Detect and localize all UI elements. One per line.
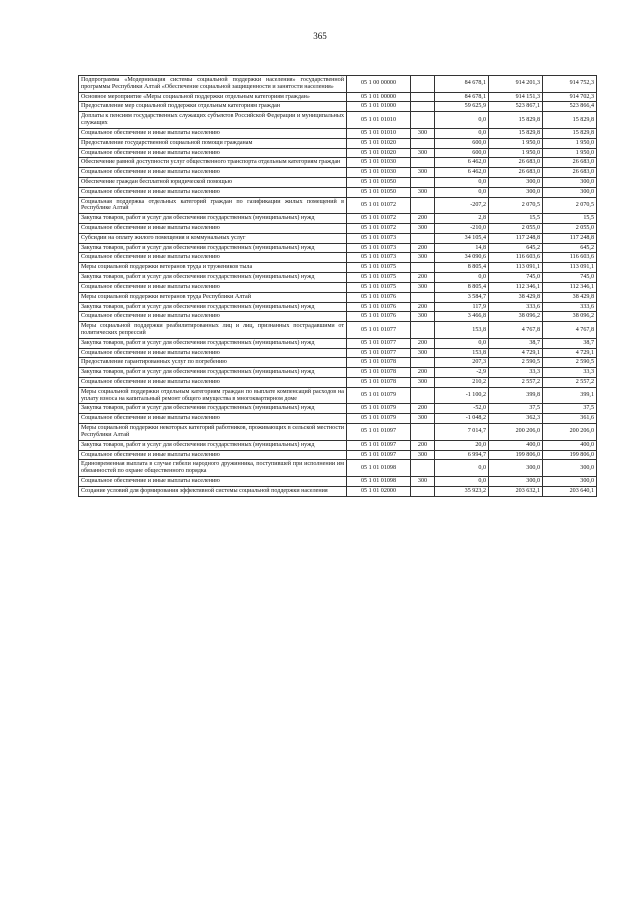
row-name: Социальное обеспечение и иные выплаты населению xyxy=(79,187,347,197)
row-target-code: 05 1 01 01050 xyxy=(347,187,411,197)
row-amount-total: 362,3 xyxy=(489,414,543,424)
row-amount-next: 645,2 xyxy=(543,243,597,253)
row-expense-type: 200 xyxy=(411,273,435,283)
row-expense-type: 200 xyxy=(411,440,435,450)
row-amount-change: -52,0 xyxy=(435,404,489,414)
row-amount-change: 207,3 xyxy=(435,358,489,368)
row-target-code: 05 1 01 01020 xyxy=(347,138,411,148)
row-expense-type: 300 xyxy=(411,187,435,197)
row-name: Меры социальной поддержки некоторых категорий работников, проживающих в сельской местности Республики Алтай xyxy=(79,424,347,441)
row-amount-next: 333,6 xyxy=(543,302,597,312)
row-amount-next: 1 950,0 xyxy=(543,138,597,148)
row-amount-total: 15,5 xyxy=(489,214,543,224)
row-expense-type: 300 xyxy=(411,282,435,292)
row-amount-change: 3 466,8 xyxy=(435,312,489,322)
table-row xyxy=(79,243,597,253)
row-expense-type: 300 xyxy=(411,450,435,460)
row-name: Доплаты к пенсиям государственных служащих субъектов Российской Федерации и муниципальных служащих xyxy=(79,112,347,129)
table-row xyxy=(79,158,597,168)
row-target-code: 05 1 01 01097 xyxy=(347,424,411,441)
table-row xyxy=(79,233,597,243)
table-row xyxy=(79,378,597,388)
row-amount-total: 645,2 xyxy=(489,243,543,253)
table-row xyxy=(79,368,597,378)
row-target-code: 05 1 01 01098 xyxy=(347,476,411,486)
row-amount-change: 0,0 xyxy=(435,177,489,187)
row-name: Социальное обеспечение и иные выплаты населению xyxy=(79,348,347,358)
row-amount-change: 8 805,4 xyxy=(435,282,489,292)
row-name: Субсидии на оплату жилого помещения и коммунальных услуг xyxy=(79,233,347,243)
row-expense-type xyxy=(411,263,435,273)
row-target-code: 05 1 01 02000 xyxy=(347,486,411,496)
row-name: Социальное обеспечение и иные выплаты населению xyxy=(79,450,347,460)
table-row xyxy=(79,302,597,312)
row-expense-type: 200 xyxy=(411,214,435,224)
table-row xyxy=(79,168,597,178)
row-amount-total: 26 683,0 xyxy=(489,158,543,168)
row-expense-type: 300 xyxy=(411,476,435,486)
row-amount-next: 37,5 xyxy=(543,404,597,414)
row-name: Подпрограмма «Модернизация системы социальной поддержки населения» государственной программы Республики Алтай «Обеспечение социальной защищенности и занятости населения» xyxy=(79,76,347,93)
row-amount-total: 4 729,1 xyxy=(489,348,543,358)
row-name: Закупка товаров, работ и услуг для обеспечения государственных (муниципальных) нужд xyxy=(79,273,347,283)
row-amount-total: 33,3 xyxy=(489,368,543,378)
row-target-code: 05 1 01 01010 xyxy=(347,128,411,138)
row-amount-change: 84 678,1 xyxy=(435,92,489,102)
row-name: Социальное обеспечение и иные выплаты населению xyxy=(79,312,347,322)
row-amount-change: 14,8 xyxy=(435,243,489,253)
row-amount-next: 203 640,1 xyxy=(543,486,597,496)
row-target-code: 05 1 01 01077 xyxy=(347,338,411,348)
row-amount-next: 113 091,1 xyxy=(543,263,597,273)
row-target-code: 05 1 01 01078 xyxy=(347,368,411,378)
row-amount-change: 6 462,0 xyxy=(435,158,489,168)
row-name: Меры социальной поддержки отдельным категориям граждан по выплате компенсаций расходов на уплату взноса на капитальный ремонт общего имущества в многоквартирном доме xyxy=(79,387,347,404)
row-amount-change: 3 584,7 xyxy=(435,292,489,302)
row-amount-next: 300,0 xyxy=(543,187,597,197)
row-amount-total: 399,8 xyxy=(489,387,543,404)
table-row xyxy=(79,128,597,138)
row-amount-next: 112 346,1 xyxy=(543,282,597,292)
row-expense-type: 300 xyxy=(411,312,435,322)
row-target-code: 05 1 01 01030 xyxy=(347,158,411,168)
row-name: Социальное обеспечение и иные выплаты населению xyxy=(79,378,347,388)
row-amount-change: 0,0 xyxy=(435,187,489,197)
row-name: Социальное обеспечение и иные выплаты населению xyxy=(79,414,347,424)
row-expense-type: 300 xyxy=(411,348,435,358)
row-amount-next: 745,0 xyxy=(543,273,597,283)
row-amount-change: 153,8 xyxy=(435,322,489,339)
row-amount-change: 84 678,1 xyxy=(435,76,489,93)
row-amount-total: 300,0 xyxy=(489,177,543,187)
row-amount-next: 1 950,0 xyxy=(543,148,597,158)
row-amount-next: 15 829,8 xyxy=(543,112,597,129)
row-target-code: 05 1 01 01072 xyxy=(347,224,411,234)
row-amount-change: 600,0 xyxy=(435,148,489,158)
row-amount-total: 200 206,0 xyxy=(489,424,543,441)
row-amount-total: 37,5 xyxy=(489,404,543,414)
row-amount-change: -2,9 xyxy=(435,368,489,378)
row-amount-total: 333,6 xyxy=(489,302,543,312)
row-amount-total: 1 950,0 xyxy=(489,148,543,158)
row-name: Социальное обеспечение и иные выплаты населению xyxy=(79,168,347,178)
table-row xyxy=(79,112,597,129)
row-expense-type: 200 xyxy=(411,404,435,414)
row-amount-next: 38,7 xyxy=(543,338,597,348)
row-target-code: 05 1 00 00000 xyxy=(347,76,411,93)
table-row xyxy=(79,177,597,187)
table-row xyxy=(79,138,597,148)
row-amount-change: 6 994,7 xyxy=(435,450,489,460)
row-expense-type: 200 xyxy=(411,243,435,253)
row-amount-change: 210,2 xyxy=(435,378,489,388)
row-name: Основное мероприятие «Меры социальной поддержки отдельным категориям граждан» xyxy=(79,92,347,102)
row-expense-type xyxy=(411,102,435,112)
row-amount-change: 0,0 xyxy=(435,128,489,138)
row-target-code: 05 1 01 01097 xyxy=(347,450,411,460)
table-row xyxy=(79,292,597,302)
table-row xyxy=(79,358,597,368)
row-target-code: 05 1 01 01073 xyxy=(347,243,411,253)
row-amount-total: 116 603,6 xyxy=(489,253,543,263)
row-expense-type xyxy=(411,233,435,243)
row-expense-type xyxy=(411,292,435,302)
row-expense-type xyxy=(411,387,435,404)
row-target-code: 05 1 01 01079 xyxy=(347,414,411,424)
row-amount-total: 400,0 xyxy=(489,440,543,450)
row-expense-type: 300 xyxy=(411,414,435,424)
row-amount-next: 117 248,8 xyxy=(543,233,597,243)
row-name: Обеспечение равной доступности услуг общественного транспорта отдельным категориям граждан xyxy=(79,158,347,168)
row-name: Социальное обеспечение и иные выплаты населению xyxy=(79,224,347,234)
row-amount-next: 2 055,0 xyxy=(543,224,597,234)
row-expense-type: 300 xyxy=(411,224,435,234)
row-target-code: 05 1 01 01097 xyxy=(347,440,411,450)
row-target-code: 05 1 01 01050 xyxy=(347,177,411,187)
row-amount-change: 600,0 xyxy=(435,138,489,148)
row-expense-type xyxy=(411,92,435,102)
row-target-code: 05 1 01 01076 xyxy=(347,292,411,302)
table-row xyxy=(79,148,597,158)
table-row xyxy=(79,348,597,358)
row-amount-next: 26 683,0 xyxy=(543,168,597,178)
table-row xyxy=(79,102,597,112)
row-name: Закупка товаров, работ и услуг для обеспечения государственных (муниципальных) нужд xyxy=(79,214,347,224)
row-expense-type: 200 xyxy=(411,302,435,312)
row-target-code: 05 1 01 01077 xyxy=(347,348,411,358)
row-name: Социальное обеспечение и иные выплаты населению xyxy=(79,476,347,486)
row-name: Обеспечение граждан бесплатной юридической помощью xyxy=(79,177,347,187)
row-target-code: 05 1 01 01078 xyxy=(347,358,411,368)
row-amount-next: 361,6 xyxy=(543,414,597,424)
row-target-code: 05 1 01 01075 xyxy=(347,273,411,283)
row-target-code: 05 1 01 00000 xyxy=(347,92,411,102)
row-amount-total: 38 429,8 xyxy=(489,292,543,302)
row-amount-change: 0,0 xyxy=(435,476,489,486)
row-amount-next: 914 752,3 xyxy=(543,76,597,93)
table-row xyxy=(79,476,597,486)
row-target-code: 05 1 01 01000 xyxy=(347,102,411,112)
row-amount-next: 399,1 xyxy=(543,387,597,404)
table-row xyxy=(79,263,597,273)
row-amount-change: 20,0 xyxy=(435,440,489,450)
row-name: Закупка товаров, работ и услуг для обеспечения государственных (муниципальных) нужд xyxy=(79,440,347,450)
row-amount-next: 15 829,8 xyxy=(543,128,597,138)
row-amount-next: 199 806,0 xyxy=(543,450,597,460)
row-amount-total: 117 248,8 xyxy=(489,233,543,243)
row-expense-type xyxy=(411,322,435,339)
row-target-code: 05 1 01 01073 xyxy=(347,233,411,243)
row-name: Меры социальной поддержки реабилитированных лиц и лиц, признанных пострадавшими от политических репрессий xyxy=(79,322,347,339)
row-amount-next: 116 603,6 xyxy=(543,253,597,263)
table-row xyxy=(79,92,597,102)
row-expense-type: 300 xyxy=(411,148,435,158)
row-target-code: 05 1 01 01079 xyxy=(347,387,411,404)
row-amount-change: -1 100,2 xyxy=(435,387,489,404)
table-row xyxy=(79,187,597,197)
row-amount-next: 38 096,2 xyxy=(543,312,597,322)
row-name: Меры социальной поддержки ветеранов труда и тружеников тыла xyxy=(79,263,347,273)
row-target-code: 05 1 01 01098 xyxy=(347,460,411,477)
row-amount-total: 300,0 xyxy=(489,187,543,197)
row-target-code: 05 1 01 01075 xyxy=(347,282,411,292)
table-row xyxy=(79,214,597,224)
row-name: Создание условий для формирования эффективной системы социальной поддержки населения xyxy=(79,486,347,496)
table-body xyxy=(79,76,597,497)
row-expense-type xyxy=(411,112,435,129)
row-name: Закупка товаров, работ и услуг для обеспечения государственных (муниципальных) нужд xyxy=(79,302,347,312)
row-amount-total: 15 829,8 xyxy=(489,128,543,138)
row-amount-next: 300,0 xyxy=(543,476,597,486)
row-name: Закупка товаров, работ и услуг для обеспечения государственных (муниципальных) нужд xyxy=(79,338,347,348)
row-amount-total: 113 091,1 xyxy=(489,263,543,273)
row-amount-change: 8 805,4 xyxy=(435,263,489,273)
row-amount-next: 38 429,8 xyxy=(543,292,597,302)
row-amount-change: 6 462,0 xyxy=(435,168,489,178)
row-amount-total: 38 096,2 xyxy=(489,312,543,322)
row-amount-next: 2 557,2 xyxy=(543,378,597,388)
row-target-code: 05 1 01 01072 xyxy=(347,214,411,224)
row-target-code: 05 1 01 01077 xyxy=(347,322,411,339)
budget-table xyxy=(78,75,597,497)
row-amount-total: 523 867,1 xyxy=(489,102,543,112)
row-expense-type xyxy=(411,197,435,214)
row-name: Социальная поддержка отдельных категорий граждан по газификации жилых помещений в Республике Алтай xyxy=(79,197,347,214)
row-amount-change: 153,8 xyxy=(435,348,489,358)
table-row xyxy=(79,282,597,292)
page-number: 365 xyxy=(313,31,327,41)
row-name: Закупка товаров, работ и услуг для обеспечения государственных (муниципальных) нужд xyxy=(79,368,347,378)
row-expense-type xyxy=(411,424,435,441)
table-row xyxy=(79,312,597,322)
row-amount-change: 0,0 xyxy=(435,460,489,477)
row-target-code: 05 1 01 01075 xyxy=(347,263,411,273)
row-expense-type: 200 xyxy=(411,368,435,378)
table-row xyxy=(79,460,597,477)
row-target-code: 05 1 01 01078 xyxy=(347,378,411,388)
row-amount-total: 1 950,0 xyxy=(489,138,543,148)
row-name: Предоставление гарантированных услуг по погребению xyxy=(79,358,347,368)
row-target-code: 05 1 01 01020 xyxy=(347,148,411,158)
row-name: Закупка товаров, работ и услуг для обеспечения государственных (муниципальных) нужд xyxy=(79,404,347,414)
table-row xyxy=(79,253,597,263)
table-row xyxy=(79,486,597,496)
row-amount-change: -207,2 xyxy=(435,197,489,214)
row-target-code: 05 1 01 01010 xyxy=(347,112,411,129)
table-row xyxy=(79,273,597,283)
table-row xyxy=(79,76,597,93)
row-target-code: 05 1 01 01030 xyxy=(347,168,411,178)
row-name: Социальное обеспечение и иные выплаты населению xyxy=(79,148,347,158)
row-amount-total: 2 055,0 xyxy=(489,224,543,234)
table-row xyxy=(79,387,597,404)
row-expense-type: 300 xyxy=(411,168,435,178)
row-amount-total: 203 632,1 xyxy=(489,486,543,496)
table-row xyxy=(79,440,597,450)
row-amount-total: 2 070,5 xyxy=(489,197,543,214)
row-expense-type: 300 xyxy=(411,128,435,138)
row-expense-type xyxy=(411,486,435,496)
row-amount-next: 914 702,3 xyxy=(543,92,597,102)
row-amount-next: 4 729,1 xyxy=(543,348,597,358)
row-amount-total: 745,0 xyxy=(489,273,543,283)
row-amount-total: 300,0 xyxy=(489,476,543,486)
row-amount-change: 34 105,4 xyxy=(435,233,489,243)
row-expense-type: 300 xyxy=(411,378,435,388)
row-amount-change: 34 090,6 xyxy=(435,253,489,263)
row-amount-next: 400,0 xyxy=(543,440,597,450)
row-amount-total: 914 201,3 xyxy=(489,76,543,93)
table-row xyxy=(79,322,597,339)
row-expense-type xyxy=(411,177,435,187)
row-expense-type xyxy=(411,138,435,148)
row-expense-type: 300 xyxy=(411,253,435,263)
row-amount-change: 59 625,9 xyxy=(435,102,489,112)
row-amount-total: 4 767,8 xyxy=(489,322,543,339)
row-amount-next: 300,0 xyxy=(543,177,597,187)
row-amount-change: -1 048,2 xyxy=(435,414,489,424)
row-amount-next: 2 590,5 xyxy=(543,358,597,368)
row-amount-total: 199 806,0 xyxy=(489,450,543,460)
row-name: Закупка товаров, работ и услуг для обеспечения государственных (муниципальных) нужд xyxy=(79,243,347,253)
row-amount-total: 300,0 xyxy=(489,460,543,477)
row-target-code: 05 1 01 01072 xyxy=(347,197,411,214)
row-expense-type xyxy=(411,358,435,368)
row-amount-total: 15 829,8 xyxy=(489,112,543,129)
table-row xyxy=(79,224,597,234)
table-row xyxy=(79,424,597,441)
row-amount-total: 914 151,3 xyxy=(489,92,543,102)
row-name: Предоставление мер социальной поддержки отдельным категориям граждан xyxy=(79,102,347,112)
row-target-code: 05 1 01 01076 xyxy=(347,312,411,322)
row-amount-total: 2 557,2 xyxy=(489,378,543,388)
row-amount-total: 112 346,1 xyxy=(489,282,543,292)
row-expense-type xyxy=(411,76,435,93)
row-amount-change: 0,0 xyxy=(435,112,489,129)
row-name: Предоставление государственной социальной помощи гражданам xyxy=(79,138,347,148)
row-amount-next: 26 683,0 xyxy=(543,158,597,168)
row-name: Единовременная выплата в случае гибели народного дружинника, поступившей при исполнении им обязанностей по охране общественного порядка xyxy=(79,460,347,477)
table-row xyxy=(79,197,597,214)
row-name: Меры социальной поддержки ветеранов труда Республики Алтай xyxy=(79,292,347,302)
row-amount-next: 4 767,8 xyxy=(543,322,597,339)
row-amount-next: 2 070,5 xyxy=(543,197,597,214)
row-amount-change: -210,0 xyxy=(435,224,489,234)
row-amount-total: 26 683,0 xyxy=(489,168,543,178)
table-row xyxy=(79,414,597,424)
row-name: Социальное обеспечение и иные выплаты населению xyxy=(79,253,347,263)
row-name: Социальное обеспечение и иные выплаты населению xyxy=(79,128,347,138)
row-target-code: 05 1 01 01073 xyxy=(347,253,411,263)
row-amount-change: 117,9 xyxy=(435,302,489,312)
row-expense-type: 200 xyxy=(411,338,435,348)
row-amount-change: 0,0 xyxy=(435,273,489,283)
row-target-code: 05 1 01 01079 xyxy=(347,404,411,414)
row-target-code: 05 1 01 01076 xyxy=(347,302,411,312)
row-amount-total: 38,7 xyxy=(489,338,543,348)
row-amount-total: 2 590,5 xyxy=(489,358,543,368)
row-amount-next: 15,5 xyxy=(543,214,597,224)
table-row xyxy=(79,338,597,348)
row-amount-next: 33,3 xyxy=(543,368,597,378)
row-name: Социальное обеспечение и иные выплаты населению xyxy=(79,282,347,292)
row-amount-change: 2,8 xyxy=(435,214,489,224)
row-amount-next: 200 206,0 xyxy=(543,424,597,441)
row-amount-change: 35 923,2 xyxy=(435,486,489,496)
row-expense-type xyxy=(411,460,435,477)
table-row xyxy=(79,450,597,460)
table-row xyxy=(79,404,597,414)
row-amount-next: 523 866,4 xyxy=(543,102,597,112)
row-amount-change: 7 014,7 xyxy=(435,424,489,441)
row-expense-type xyxy=(411,158,435,168)
row-amount-change: 0,0 xyxy=(435,338,489,348)
row-amount-next: 300,0 xyxy=(543,460,597,477)
